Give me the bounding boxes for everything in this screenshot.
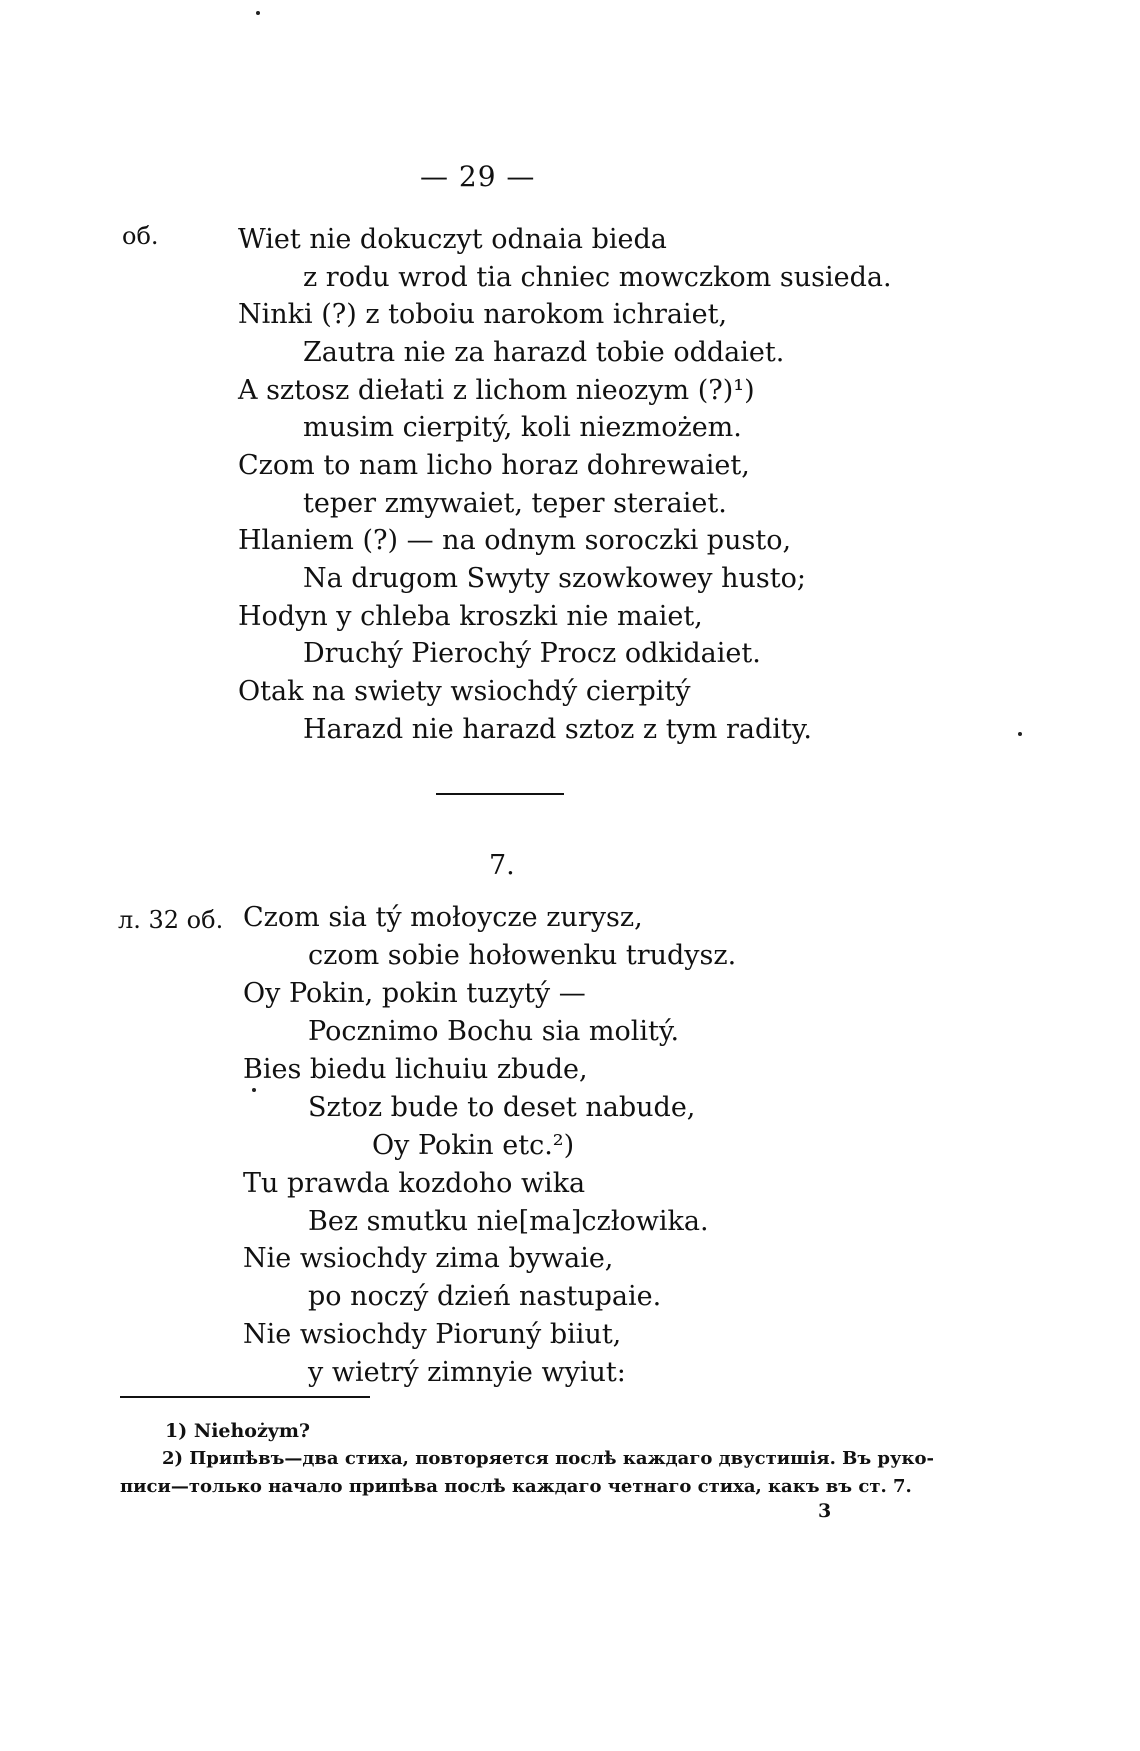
verse-line: Druchý Pierochý Procz odkidaiet. [303, 638, 761, 669]
verse-line: Czom to nam licho horaz dohrewaiet, [238, 450, 750, 481]
verse-line: Hodyn y chleba kroszki nie maiet, [238, 601, 703, 632]
verse-line: Harazd nie harazd sztoz z tym radity. [303, 714, 813, 745]
footnote-2-line-2: писи—только начало припѣва послѣ каждаго четнаго стиха, какъ въ ст. 7. [120, 1476, 912, 1497]
footnote-divider [120, 1396, 370, 1398]
margin-note-folio: об. [122, 222, 159, 250]
footnote-2-line-1: 2) Припѣвъ—два стиха, повторяется послѣ каждаго двустишія. Въ руко- [162, 1448, 935, 1469]
verse-line: Pocznimo Bochu sia molitý. [308, 1016, 680, 1047]
verse-line: Na drugom Swyty szowkowey husto; [303, 563, 806, 594]
margin-note-leaf: л. 32 об. [118, 906, 224, 934]
page-number: — 29 — [420, 160, 536, 193]
verse-line: Ninki (?) z toboiu narokom ichraiet, [238, 299, 728, 330]
verse-line: czom sobie hołowenku trudysz. [308, 940, 737, 971]
verse-line: Bez smutku nie[ma]człowika. [308, 1206, 709, 1237]
verse-line: Sztoz bude to deset nabude, [308, 1092, 696, 1123]
scan-speck [252, 1088, 256, 1092]
verse-line: Wiet nie dokuczyt odnaia bieda [238, 224, 667, 255]
signature-mark: 3 [818, 1500, 832, 1522]
verse-line: Bies biedu lichuiu zbude, [243, 1054, 588, 1085]
verse-line: Nie wsiochdy Pioruný biiut, [243, 1319, 622, 1350]
scan-speck [256, 11, 260, 15]
scan-speck [1018, 732, 1022, 736]
verse-line: Oy Pokin etc.²) [372, 1130, 575, 1161]
verse-line: Czom sia tý mołoycze zurysz, [243, 902, 643, 933]
verse-line: Oy Pokin, pokin tuzytý — [243, 978, 586, 1009]
section-number: 7. [489, 850, 515, 881]
verse-line: Tu prawda kozdoho wika [243, 1168, 586, 1199]
verse-line: A sztosz diełati z lichom nieozym (?)¹) [238, 375, 755, 406]
footnote-1: 1) Niehożym? [165, 1420, 311, 1442]
verse-line: po noczý dzień nastupaie. [308, 1281, 662, 1312]
verse-line: Zautra nie za harazd tobie oddaiet. [303, 337, 785, 368]
verse-line: teper zmywaiet, teper steraiet. [303, 488, 727, 519]
verse-line: z rodu wrod tia chniec mowczkom susieda. [303, 262, 892, 293]
verse-line: Nie wsiochdy zima bywaie, [243, 1243, 614, 1274]
verse-line: y wietrý zimnyie wyiut: [308, 1357, 626, 1388]
section-divider [436, 793, 564, 795]
verse-line: musim cierpitý, koli niezmożem. [303, 412, 742, 443]
verse-line: Otak na swiety wsiochdý cierpitý [238, 676, 691, 707]
verse-line: Hlaniem (?) — na odnym soroczki pusto, [238, 525, 792, 556]
